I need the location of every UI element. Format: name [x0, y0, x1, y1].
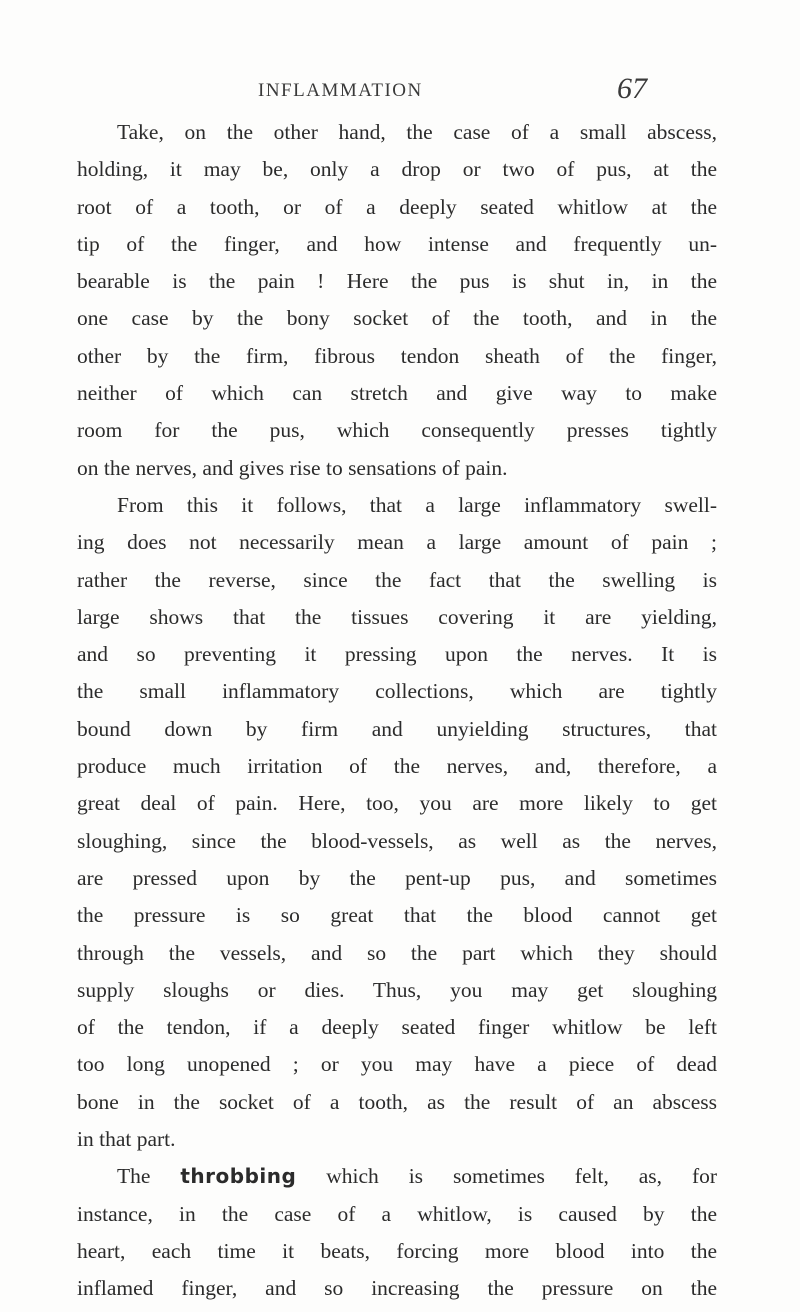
text-line: instance, in the case of a whitlow, is caused by the	[77, 1201, 717, 1226]
text-line: heart, each time it beats, forcing more blood into the	[77, 1238, 717, 1263]
text-line: in that part.	[77, 1127, 176, 1152]
text-line: From this it follows, that a large inflammatory swell-	[117, 492, 717, 517]
text-line: neither of which can stretch and give way to make	[77, 381, 717, 406]
text-line: great deal of pain. Here, too, you are more likely to get	[77, 791, 717, 816]
text-line: the pressure is so great that the blood cannot get	[77, 903, 717, 928]
text-line: tip of the finger, and how intense and frequently un-	[77, 231, 717, 256]
text-line: rather the reverse, since the fact that the swelling is	[77, 567, 717, 592]
text-line: root of a tooth, or of a deeply seated whitlow at the	[77, 194, 717, 219]
text-line: bearable is the pain ! Here the pus is shut in, in the	[77, 269, 717, 294]
text-line: supply sloughs or dies. Thus, you may get sloughing	[77, 977, 717, 1002]
text-line: bone in the socket of a tooth, as the result of an abscess	[77, 1089, 717, 1114]
text-line: on the nerves, and gives rise to sensations of pain.	[77, 455, 508, 480]
text-fragment: which is sometimes felt, as, for	[326, 1164, 717, 1189]
text-line: the small inflammatory collections, which are tightly	[77, 679, 717, 704]
text-line: and so preventing it pressing upon the nerves. It is	[77, 642, 717, 667]
text-line: large shows that the tissues covering it are yielding,	[77, 604, 717, 629]
emphasized-term: throbbing	[180, 1164, 297, 1189]
text-line: inflamed finger, and so increasing the pressure on the	[77, 1276, 717, 1301]
text-line: sloughing, since the blood-vessels, as well as the nerves,	[77, 828, 717, 853]
text-line: too long unopened ; or you may have a piece of dead	[77, 1052, 717, 1077]
text-line: Take, on the other hand, the case of a small abscess,	[117, 120, 717, 144]
body-text	[77, 114, 717, 1308]
text-line: holding, it may be, only a drop or two of pus, at the	[77, 157, 717, 182]
text-line: are pressed upon by the pent-up pus, and sometimes	[77, 865, 717, 890]
text-line: bound down by firm and unyielding structures, that	[77, 716, 717, 741]
text-line: other by the firm, fibrous tendon sheath of the finger,	[77, 343, 717, 368]
text-line	[77, 1158, 717, 1195]
text-line: one case by the bony socket of the tooth, and in the	[77, 306, 717, 331]
text-line: ing does not necessarily mean a large amount of pain ;	[77, 530, 717, 555]
page-number: 67	[617, 72, 647, 105]
text-line: through the vessels, and so the part which they should	[77, 940, 717, 965]
text-line: of the tendon, if a deeply seated finger whitlow be left	[77, 1015, 717, 1040]
text-fragment: The	[117, 1164, 151, 1189]
text-line: produce much irritation of the nerves, and, therefore, a	[77, 754, 717, 779]
running-title: INFLAMMATION	[258, 80, 423, 101]
text-line: room for the pus, which consequently presses tightly	[77, 418, 717, 443]
